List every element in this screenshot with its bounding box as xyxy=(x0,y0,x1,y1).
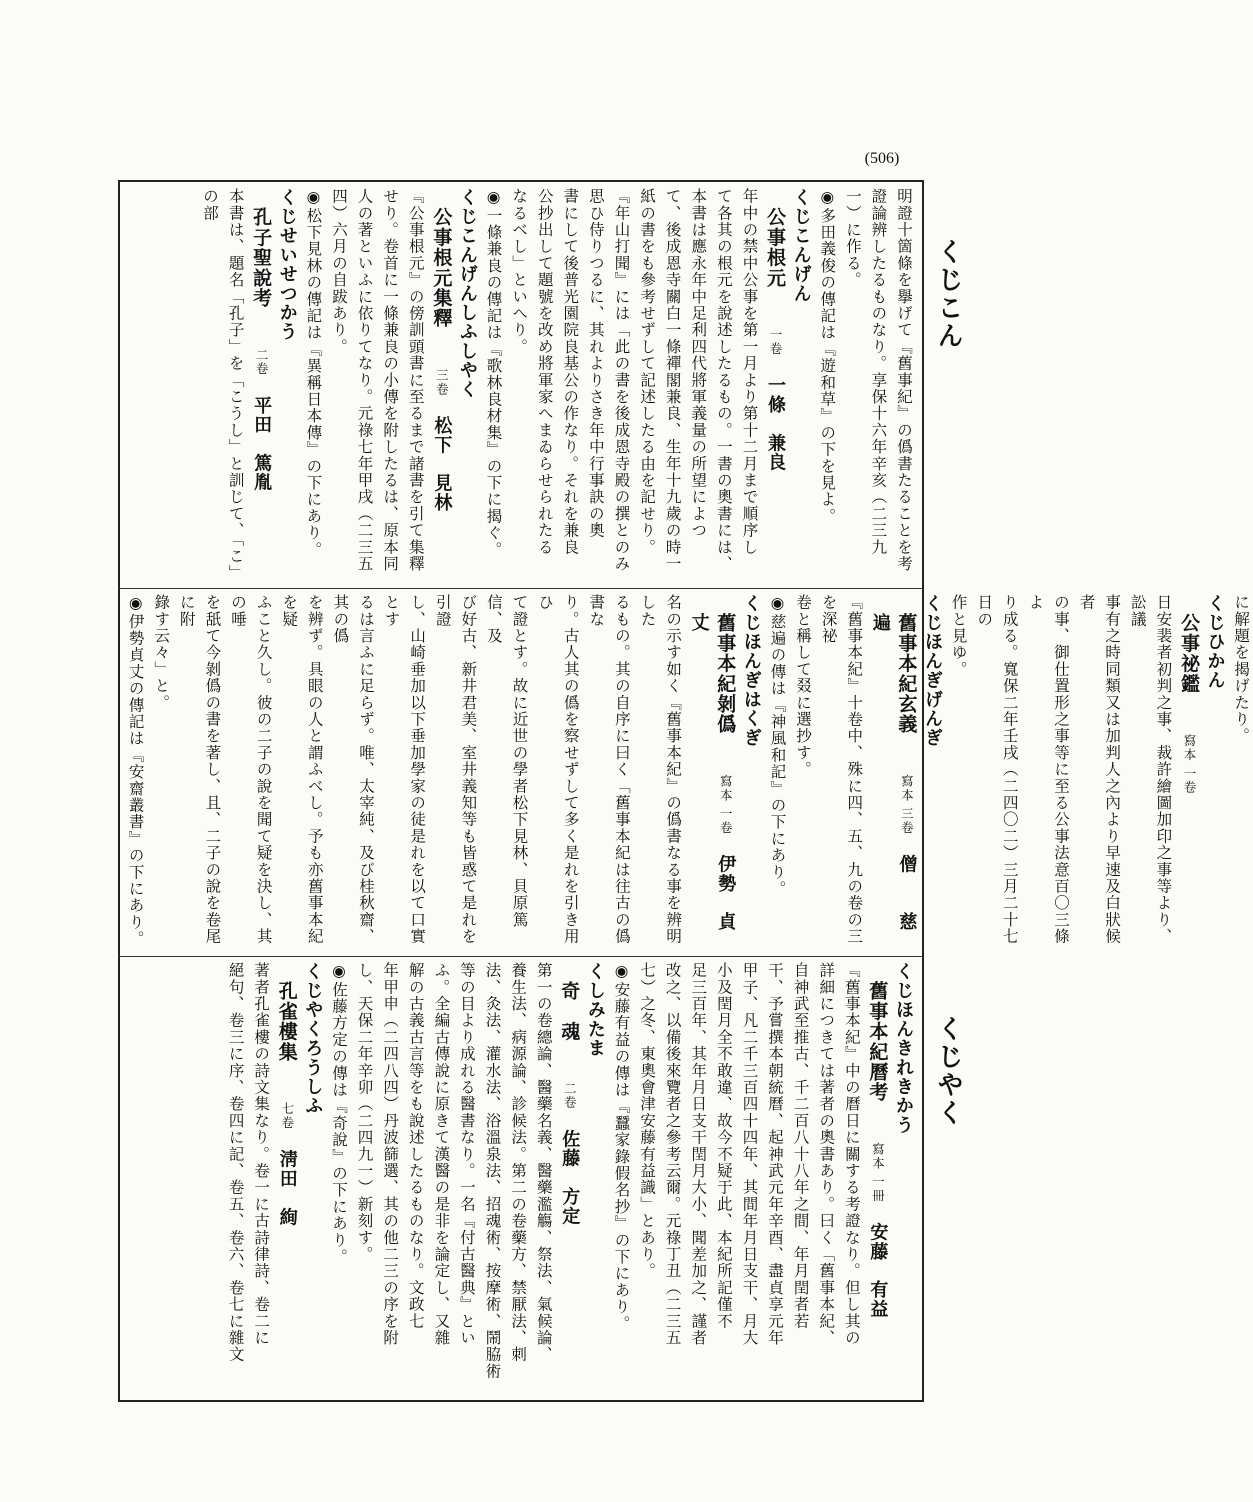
text-line: 卷と稱して叕に選抄す。 xyxy=(794,594,813,778)
entry-title-line xyxy=(866,594,919,950)
text-line: 本書は、題名「孔子」を「こうし」と訓じて、「こ」の部 xyxy=(200,188,245,582)
entry-title-line xyxy=(864,962,891,1392)
text-line: ◉安藤有益の傳は『蠶家錄假名抄』の下にあり。 xyxy=(612,962,631,1332)
text-line: 錄す云々」と。 xyxy=(152,594,171,711)
running-head-top: くじこん xyxy=(933,238,963,350)
text-line: ◉一條兼良の傳記は『歌林良材集』の下に揭ぐ。 xyxy=(484,188,503,558)
entry-title: 奇 魂 xyxy=(558,981,581,1042)
text-line: せり。卷首に一條兼良の小傳を附したるは、原本同 xyxy=(381,188,400,573)
text-line: 養生法、病源論、診候法。第二の卷藥方、禁厭法、刺 xyxy=(509,962,528,1363)
text-line: 本書は應永年中足利四代將軍義量の所望によつ xyxy=(689,188,708,539)
entry-volumes: 寫本 一卷 xyxy=(718,774,734,835)
text-line: 等の目より成れる醫書なり。一名『付古醫典』とい xyxy=(457,962,476,1347)
text-line: 著者孔雀樓の詩文集なり。卷一に古詩律詩、卷二に xyxy=(252,962,271,1347)
entry-headword: くじこんげん xyxy=(790,188,812,304)
text-line: 『舊事本紀』十卷中、殊に四、五、九の卷の三を深祕 xyxy=(819,594,864,945)
text-line: 第一の卷總論、醫藥名義、醫藥濫觴、祭法、氣候論、 xyxy=(534,962,553,1363)
text-line: び好古、新井君美、室井義知等も皆惑て是れを引證 xyxy=(433,594,478,945)
entry-author: 松下 見林 xyxy=(431,416,453,513)
tier-divider xyxy=(118,956,922,957)
entry-title-line xyxy=(248,188,275,583)
text-line: し、山崎垂加以下垂加學家の徒是れを以て口實とす xyxy=(382,594,427,945)
entry-volumes: 三卷 xyxy=(434,368,450,397)
text-line: ◉慈遍の傳は『神風和記』の下にあり。 xyxy=(768,594,787,898)
text-line: 紙の書をも參考せずして記述したる由を記せり。 xyxy=(638,188,657,556)
text-line: 七）之冬、東奧會津安藤有益識」とあり。 xyxy=(638,962,657,1280)
text-line: 事有之時同類又は加判人之內より早速及白狀候者 xyxy=(1077,594,1122,945)
text-line: 一）に作る。 xyxy=(843,188,862,289)
entry-volumes: 寫本 一卷 xyxy=(1181,734,1197,795)
entry-title: 舊事本紀剝僞 xyxy=(714,613,737,735)
text-line: 人の著といふに依りてなり。元祿七年甲戌（二三五 xyxy=(355,188,374,573)
text-line: なるべし」といへり。 xyxy=(510,188,529,355)
text-line: 足三百年、其年月日支干閏月大小、聞差加之、謹者 xyxy=(689,962,708,1347)
text-line: し、天保二年辛卯（二四九一）新刻す。 xyxy=(355,962,374,1263)
entry-title-line xyxy=(428,188,455,583)
text-line: て證とす。故に近世の學者松下見林、貝原篤信、及 xyxy=(484,594,529,928)
entry-headword: くじひかん xyxy=(1204,594,1226,690)
entry-title: 舊事本紀曆考 xyxy=(866,981,889,1103)
text-line: 改之、以備後來覽者之參考云爾。元祿丁丑（二三五 xyxy=(663,962,682,1347)
entry-volumes: 寫本 三卷 xyxy=(899,774,915,835)
text-line: 小及閏月全不敢違、故今不疑于此、本紀所記僅不 xyxy=(714,962,733,1330)
entry-author: 一條 兼良 xyxy=(765,375,787,472)
entry-headword: くしみたま xyxy=(584,962,606,1058)
text-line: 證論辨したるものなり。享保十六年辛亥（二三九 xyxy=(869,188,888,556)
text-line: 干、予嘗撰本朝統曆、起神武元年辛酉、盡貞享元年 xyxy=(766,962,785,1347)
entry-headword: くじほんぎはくぎ xyxy=(740,594,762,748)
entry-author: 佐藤 方定 xyxy=(559,1129,581,1226)
entry-title-line xyxy=(761,188,788,583)
text-line: 絕句、卷三に序、卷四に記、卷五、卷六、卷七に雜文 xyxy=(226,962,245,1363)
tier-top xyxy=(122,188,916,583)
tier-middle xyxy=(122,594,1251,950)
text-line: 詳細につきては著者の奧書あり。曰く「舊事本紀、 xyxy=(817,962,836,1347)
entry-title-line xyxy=(273,962,300,1392)
text-line: 思ひ侍りつるに、其れよりさき年中行事訣の奧 xyxy=(586,188,605,539)
text-line: ◉多田義俊の傳記は『遊和草』の下を見よ。 xyxy=(818,188,837,525)
entry-author: 僧 慈遍 xyxy=(869,613,918,932)
entry-author: 安藤 有益 xyxy=(867,1222,889,1319)
text-line: 『舊事本紀』中の曆日に關する考證なり。但し其の xyxy=(842,962,861,1347)
entry-title: 舊事本紀玄義 xyxy=(895,613,918,735)
text-line: 法、灸法、灌水法、浴溫泉法、招魂術、按摩術、鬧脇術 xyxy=(483,962,502,1380)
text-line: 年中の禁中公事を第一月より第十二月まで順序し xyxy=(740,188,759,556)
text-line: の事、御仕置形之事等に至る公事法意百〇三條よ xyxy=(1026,594,1070,945)
entry-headword: くじこんげんしふしやく xyxy=(456,188,478,400)
text-line: に解題を揭げたり。 xyxy=(1232,594,1251,745)
entry-title: 孔子聖說考 xyxy=(250,207,273,308)
text-line: 自神武至推古、千二百八十八年之間、年月閏者若 xyxy=(791,962,810,1330)
entry-headword: くじほんきれきかう xyxy=(893,962,914,1135)
text-line: ◉松下見林の傳記は『異稱日本傳』の下にあり。 xyxy=(304,188,323,558)
entry-volumes: 二卷 xyxy=(562,1082,578,1110)
tier-divider xyxy=(118,588,922,589)
text-line: を舐て今剝僞の書を著し、且、二子の說を卷尾に附 xyxy=(177,594,222,945)
text-line: 日安裴者初判之事、裁許繪圖加印之事等より、訟議 xyxy=(1128,594,1173,945)
text-line: 名の示す如く『舊事本紀』の僞書なる事を辨明した xyxy=(638,594,683,945)
text-line: 作と見ゆ。 xyxy=(949,594,968,678)
text-line: るは言ふに足らず。唯、太宰純、及び桂秋齋、其の僞 xyxy=(331,594,375,945)
entry-title-line xyxy=(1175,594,1202,950)
text-line: 書にして後普光園院良基公の作なり。それを兼良 xyxy=(561,188,580,556)
entry-volumes: 一卷 xyxy=(768,328,784,356)
text-line: て、後成恩寺關白一條禪閣兼良、生年十九歲の時一 xyxy=(663,188,682,573)
text-line: ふこと久し。彼の二子の說を聞て疑を決し、其の唾 xyxy=(228,594,273,945)
text-line: ◉伊勢貞丈の傳記は『安齋叢書』の下にあり。 xyxy=(126,594,145,948)
text-line: り成る。寬保二年壬戌（二四〇二）三月二十七日の xyxy=(975,594,1019,945)
tier-bottom-column xyxy=(222,962,916,1392)
text-line: 解の古義古言等をも說述したるものなり。文政七 xyxy=(406,962,425,1330)
tier-middle-column xyxy=(122,594,1253,950)
page-number: (506) xyxy=(864,150,900,167)
text-line: り。古人其の僞を察せずして多く是れを引き用ひ xyxy=(536,594,580,945)
tier-top-column xyxy=(196,188,916,583)
entry-author: 伊勢 貞丈 xyxy=(688,613,737,932)
entry-headword: くじほんぎげんぎ xyxy=(922,594,943,748)
text-line: 公抄出して題號を改め將軍家へまゐらせられたる xyxy=(535,188,554,556)
entry-title: 公事根元集釋 xyxy=(430,207,453,329)
text-line: て各其の根元を說述したるもの。一書の奧書には、 xyxy=(714,188,733,573)
text-line: を辨ず。具眼の人と謂ふべし。予も亦舊事本紀を疑 xyxy=(280,594,324,945)
entry-title-line xyxy=(685,594,738,950)
entry-volumes: 二卷 xyxy=(254,348,270,376)
entry-headword: くじせいせつかう xyxy=(276,188,298,342)
entry-volumes: 寫本 一冊 xyxy=(870,1142,886,1203)
text-line: 『公事根元』の傍訓頭書に至るまで諸書を引て集釋 xyxy=(406,188,425,573)
entry-title: 孔雀樓集 xyxy=(275,981,298,1062)
entry-title-line xyxy=(556,962,583,1392)
entry-author: 淸田 絢 xyxy=(276,1149,298,1227)
running-head-bottom: くじやく xyxy=(933,1015,963,1127)
entry-headword: くじやくろうしふ xyxy=(302,962,324,1116)
entry-author: 平田 篤胤 xyxy=(251,396,273,493)
text-line: 年甲申（二四八四）丹波篩選、其の他二三の序を附 xyxy=(381,962,400,1347)
entry-title: 公事根元 xyxy=(764,207,787,288)
text-line: ◉佐藤方定の傳は『奇說』の下にあり。 xyxy=(329,962,348,1266)
entry-title: 公事祕鑑 xyxy=(1177,613,1200,694)
text-line: 四）六月の自跋あり。 xyxy=(329,188,348,355)
entry-volumes: 七卷 xyxy=(279,1102,295,1130)
tier-bottom xyxy=(122,962,916,1392)
text-line: 甲子、凡二千三百四十四年、其間年月日支干、月大 xyxy=(740,962,759,1347)
text-line: 明證十箇條を擧げて『舊事紀』の僞書たることを考 xyxy=(895,188,913,573)
text-line: るもの。其の自序に曰く「舊事本紀は往古の僞書な xyxy=(587,594,631,945)
text-line: ふ。全編古傳說に原きて漢醫の是非を論定し、又雜 xyxy=(432,962,451,1347)
text-line: 『年山打聞』には「此の書を後成恩寺殿の撰とのみ xyxy=(612,188,631,573)
